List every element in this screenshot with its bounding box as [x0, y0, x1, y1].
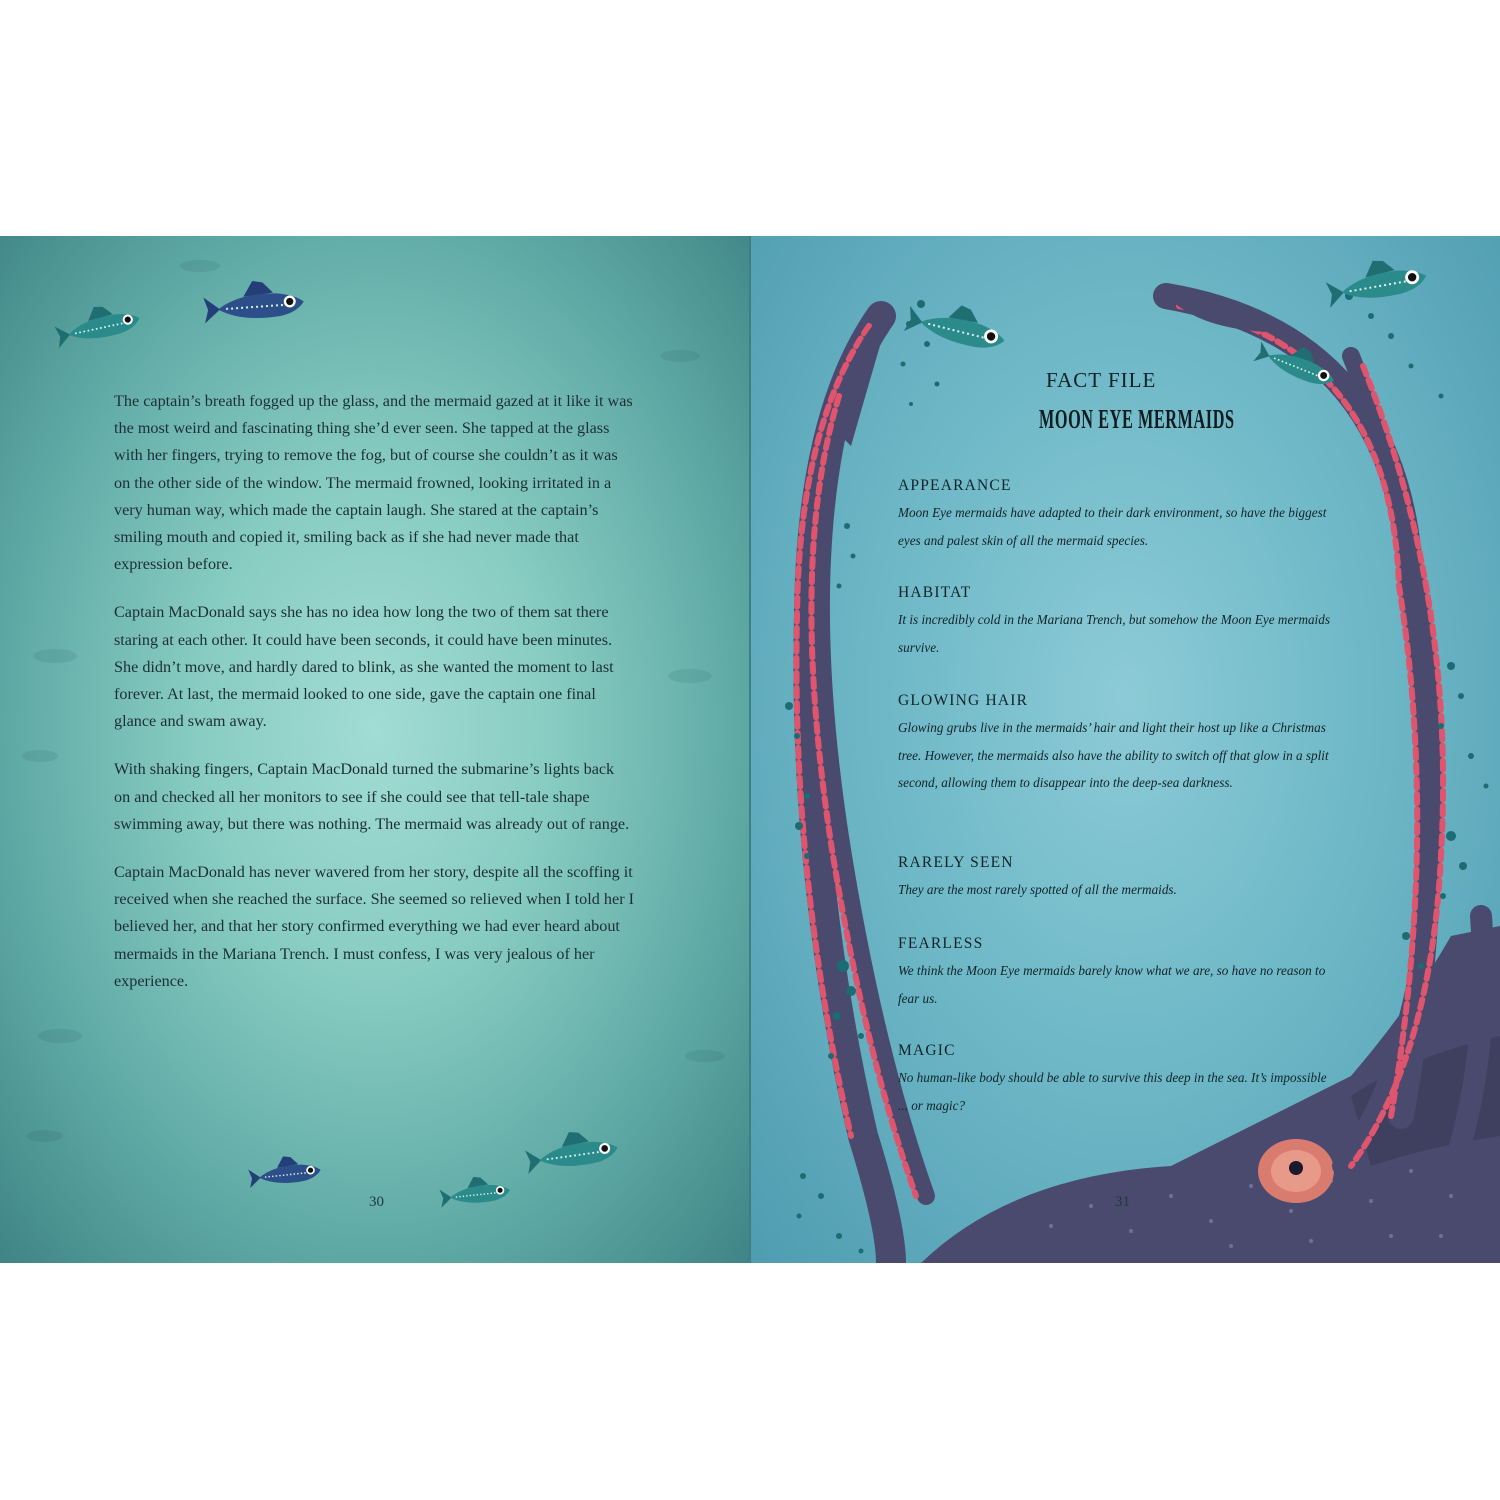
fact-file-heading: FACT FILE [1046, 368, 1157, 392]
story-paragraph: Captain MacDonald says she has no idea how long the two of them sat there staring at each other. It could have been seconds, it could have been minutes. She didn’t move, and hardly dared to blink, as she wanted the moment to last forever. At last, the mermaid looked to one side, gave the captain one final glance and swam away. [114, 603, 614, 731]
fact-habitat [898, 583, 1338, 661]
fact-title: MAGIC [898, 1042, 956, 1059]
page-number-left: 30 [369, 1194, 384, 1210]
fish-illustration [1323, 252, 1428, 308]
fish-illustration [523, 1126, 619, 1174]
fish-illustration [247, 1153, 322, 1188]
fact-text: No human-like body should be able to survive this deep in the sea. It’s impossible ... or magic? [898, 1070, 1327, 1113]
right-page [751, 236, 1500, 1263]
fact-text: We think the Moon Eye mermaids barely know what we are, so have no reason to fear us. [898, 963, 1326, 1006]
fish-illustration [52, 298, 142, 348]
fact-text: It is incredibly cold in the Mariana Trench, but somehow the Moon Eye mermaids survive. [898, 612, 1330, 655]
fact-title: RARELY SEEN [898, 854, 1014, 871]
fact-text: They are the most rarely spotted of all the mermaids. [898, 882, 1177, 897]
fact-fearless [898, 934, 1338, 1012]
fact-title: FEARLESS [898, 935, 984, 952]
book-spread [0, 236, 1500, 1263]
fact-title: GLOWING HAIR [898, 692, 1029, 709]
fact-file-subheading: MOON EYE MERMAIDS [1039, 404, 1235, 434]
fact-title: APPEARANCE [898, 477, 1012, 494]
story-text [114, 388, 634, 1016]
story-paragraph: With shaking fingers, Captain MacDonald turned the submarine’s lights back on and checked all her monitors to see if she could see that tell-tale shape swimming away, but there was nothing. The mermaid was already out of range. [114, 760, 630, 833]
fact-title: HABITAT [898, 584, 972, 601]
fact-text: Glowing grubs live in the mermaids’ hair and light their host up like a Christmas tree. However, the mermaids also have the ability to switch off that glow in a split second, allowing them to disappear into the deep-sea darkness. [898, 720, 1329, 790]
fish-illustration [202, 278, 304, 324]
story-paragraph: Captain MacDonald has never wavered from her story, despite all the scoffing it received when she reached the surface. She seemed so relieved when I told her I believed her, and that her story confirmed everything we had ever heard about mermaids in the Mariana Trench. I must confess, I was very jealous of her experience. [114, 863, 635, 990]
story-paragraph: The captain’s breath fogged up the glass, and the mermaid gazed at it like it was the most weird and fascinating thing she’d ever seen. She tapped at the glass with her fingers, trying to remove the fog, but of course she couldn’t as it was on the other side of the window. The mermaid frowned, looking irritated in a very human way, which made the captain laugh. She stared at the captain’s smiling mouth and copied it, smiling back as if she had never made that expression before. [114, 392, 633, 574]
page-number-right: 31 [1115, 1194, 1130, 1210]
fish-illustration [439, 1173, 511, 1207]
fact-appearance [898, 476, 1338, 554]
fact-text: Moon Eye mermaids have adapted to their dark environment, so have the biggest eyes and palest skin of all the mermaid species. [898, 505, 1327, 548]
fact-rarely-seen [898, 853, 1338, 904]
fact-magic [898, 1041, 1338, 1119]
fact-glowing-hair [898, 691, 1338, 797]
left-page [0, 236, 749, 1263]
